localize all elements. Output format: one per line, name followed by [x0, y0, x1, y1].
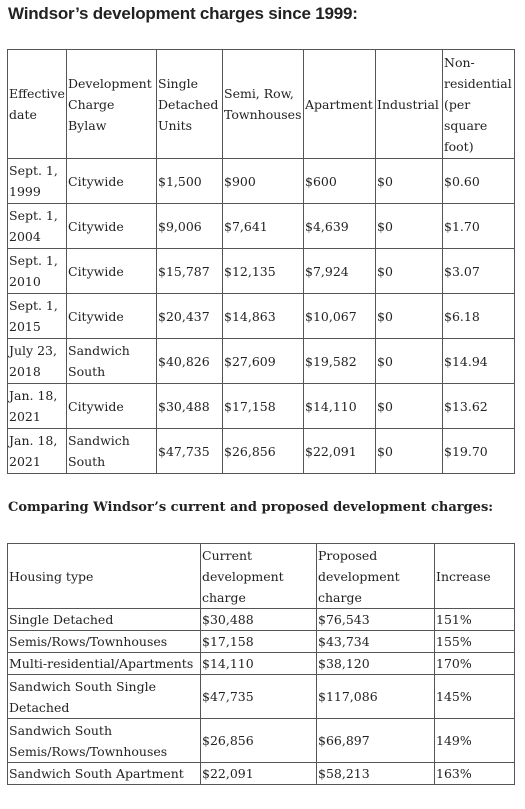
cell-non-residential: $3.07: [443, 249, 515, 294]
table-row: [8, 429, 515, 474]
header-apartment: Apartment: [304, 50, 376, 159]
cell-apartment: $7,924: [304, 249, 376, 294]
cell-housing-type: Single Detached: [8, 609, 201, 631]
table-row: [8, 653, 515, 675]
table-row: [8, 631, 515, 653]
table-row: [8, 159, 515, 204]
cell-housing-type: Sandwich South Apartment: [8, 763, 201, 785]
cell-current-charge: $14,110: [201, 653, 317, 675]
cell-increase: 155%: [435, 631, 515, 653]
cell-current-charge: $17,158: [201, 631, 317, 653]
table-header-row: [8, 50, 515, 159]
cell-increase: 170%: [435, 653, 515, 675]
cell-bylaw: Citywide: [67, 384, 157, 429]
cell-non-residential: $14.94: [443, 339, 515, 384]
cell-non-residential: $0.60: [443, 159, 515, 204]
cell-apartment: $600: [304, 159, 376, 204]
cell-industrial: $0: [376, 159, 443, 204]
header-proposed-charge: Proposed development charge: [317, 544, 435, 609]
cell-apartment: $14,110: [304, 384, 376, 429]
page-heading: Windsor’s development charges since 1999:: [8, 4, 358, 23]
cell-single-detached: $9,006: [157, 204, 223, 249]
cell-single-detached: $1,500: [157, 159, 223, 204]
table-row: [8, 204, 515, 249]
table-row: [8, 609, 515, 631]
cell-increase: 145%: [435, 675, 515, 719]
charges-comparison-table: [7, 543, 515, 785]
development-charges-history-table: [7, 49, 515, 474]
cell-single-detached: $30,488: [157, 384, 223, 429]
cell-single-detached: $20,437: [157, 294, 223, 339]
section-heading: Comparing Windsor’s current and proposed development charges:: [8, 500, 494, 515]
cell-proposed-charge: $117,086: [317, 675, 435, 719]
cell-non-residential: $13.62: [443, 384, 515, 429]
cell-single-detached: $40,826: [157, 339, 223, 384]
cell-industrial: $0: [376, 249, 443, 294]
cell-semi-row: $900: [223, 159, 304, 204]
cell-proposed-charge: $58,213: [317, 763, 435, 785]
cell-current-charge: $26,856: [201, 719, 317, 763]
cell-bylaw: Sandwich South: [67, 429, 157, 474]
cell-effective-date: Jan. 18, 2021: [8, 429, 67, 474]
cell-proposed-charge: $43,734: [317, 631, 435, 653]
cell-industrial: $0: [376, 339, 443, 384]
cell-apartment: $10,067: [304, 294, 376, 339]
cell-industrial: $0: [376, 384, 443, 429]
cell-current-charge: $30,488: [201, 609, 317, 631]
cell-proposed-charge: $38,120: [317, 653, 435, 675]
header-non-residential: Non-residential (per square foot): [443, 50, 515, 159]
table-row: [8, 763, 515, 785]
table-row: [8, 384, 515, 429]
cell-semi-row: $17,158: [223, 384, 304, 429]
header-semi-row-townhouses: Semi, Row, Townhouses: [223, 50, 304, 159]
cell-apartment: $19,582: [304, 339, 376, 384]
cell-housing-type: Multi-residential/Apartments: [8, 653, 201, 675]
table-row: [8, 719, 515, 763]
cell-semi-row: $7,641: [223, 204, 304, 249]
cell-bylaw: Citywide: [67, 294, 157, 339]
table-header-row: [8, 544, 515, 609]
table-row: [8, 339, 515, 384]
cell-effective-date: Sept. 1, 2004: [8, 204, 67, 249]
cell-current-charge: $47,735: [201, 675, 317, 719]
cell-industrial: $0: [376, 204, 443, 249]
cell-industrial: $0: [376, 294, 443, 339]
cell-proposed-charge: $76,543: [317, 609, 435, 631]
header-effective-date: Effective date: [8, 50, 67, 159]
table-row: [8, 294, 515, 339]
cell-effective-date: Sept. 1, 2015: [8, 294, 67, 339]
cell-bylaw: Citywide: [67, 249, 157, 294]
cell-apartment: $4,639: [304, 204, 376, 249]
cell-industrial: $0: [376, 429, 443, 474]
header-housing-type: Housing type: [8, 544, 201, 609]
cell-semi-row: $12,135: [223, 249, 304, 294]
cell-semi-row: $27,609: [223, 339, 304, 384]
cell-effective-date: July 23, 2018: [8, 339, 67, 384]
cell-semi-row: $14,863: [223, 294, 304, 339]
cell-housing-type: Sandwich South Single Detached: [8, 675, 201, 719]
table-row: [8, 675, 515, 719]
cell-bylaw: Sandwich South: [67, 339, 157, 384]
cell-increase: 151%: [435, 609, 515, 631]
cell-non-residential: $1.70: [443, 204, 515, 249]
header-industrial: Industrial: [376, 50, 443, 159]
cell-effective-date: Sept. 1, 1999: [8, 159, 67, 204]
cell-increase: 163%: [435, 763, 515, 785]
cell-bylaw: Citywide: [67, 204, 157, 249]
header-current-charge: Current development charge: [201, 544, 317, 609]
cell-apartment: $22,091: [304, 429, 376, 474]
table-row: [8, 249, 515, 294]
header-increase: Increase: [435, 544, 515, 609]
header-single-detached: Single Detached Units: [157, 50, 223, 159]
cell-single-detached: $15,787: [157, 249, 223, 294]
header-bylaw: Development Charge Bylaw: [67, 50, 157, 159]
cell-current-charge: $22,091: [201, 763, 317, 785]
cell-proposed-charge: $66,897: [317, 719, 435, 763]
cell-semi-row: $26,856: [223, 429, 304, 474]
cell-housing-type: Semis/Rows/Townhouses: [8, 631, 201, 653]
cell-effective-date: Sept. 1, 2010: [8, 249, 67, 294]
cell-effective-date: Jan. 18, 2021: [8, 384, 67, 429]
cell-non-residential: $19.70: [443, 429, 515, 474]
cell-single-detached: $47,735: [157, 429, 223, 474]
cell-increase: 149%: [435, 719, 515, 763]
cell-housing-type: Sandwich South Semis/Rows/Townhouses: [8, 719, 201, 763]
cell-bylaw: Citywide: [67, 159, 157, 204]
cell-non-residential: $6.18: [443, 294, 515, 339]
